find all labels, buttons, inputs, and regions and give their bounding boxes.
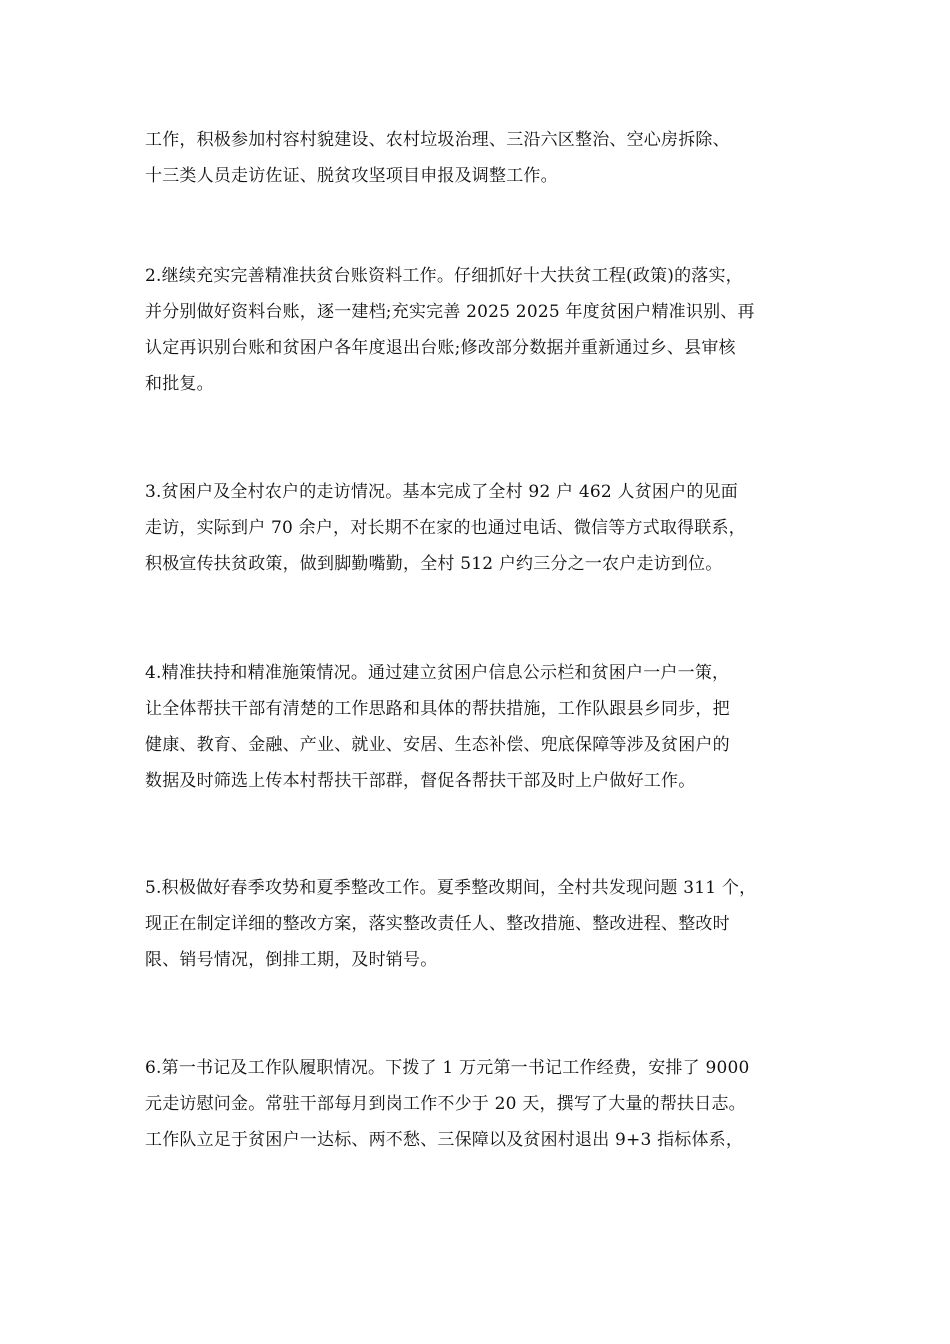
text-line: 6.第一书记及工作队履职情况。下拨了 1 万元第一书记工作经费，安排了 9000 [145, 1058, 750, 1078]
paragraph-item-5 [145, 870, 825, 978]
paragraph-item-2 [145, 258, 825, 402]
text-line: 并分别做好资料台账，逐一建档;充实完善 2025 2025 年度贫困户精准识别、再 [145, 302, 755, 322]
paragraph-work-continuation [145, 122, 825, 194]
paragraph-item-3 [145, 474, 825, 582]
text-line: 走访，实际到户 70 余户，对长期不在家的也通过电话、微信等方式取得联系， [145, 518, 746, 538]
text-line: 和批复。 [145, 374, 214, 394]
text-line: 认定再识别台账和贫困户各年度退出台账;修改部分数据并重新通过乡、县审核 [145, 338, 736, 358]
text-line: 现正在制定详细的整改方案，落实整改责任人、整改措施、整改进程、整改时 [145, 914, 730, 934]
text-line: 2.继续充实完善精准扶贫台账资料工作。仔细抓好十大扶贫工程(政策)的落实， [145, 266, 743, 286]
paragraph-item-6 [145, 1050, 825, 1158]
text-line: 数据及时筛选上传本村帮扶干部群，督促各帮扶干部及时上户做好工作。 [145, 771, 696, 791]
text-line: 元走访慰问金。常驻干部每月到岗工作不少于 20 天，撰写了大量的帮扶日志。 [145, 1094, 746, 1114]
text-line: 5.积极做好春季攻势和夏季整改工作。夏季整改期间，全村共发现问题 311 个， [145, 878, 757, 898]
text-line: 工作队立足于贫困户一达标、两不愁、三保障以及贫困村退出 9+3 指标体系， [145, 1130, 744, 1150]
paragraph-item-4 [145, 655, 825, 799]
text-line: 3.贫困户及全村农户的走访情况。基本完成了全村 92 户 462 人贫困户的见面 [145, 482, 738, 502]
text-line: 健康、教育、金融、产业、就业、安居、生态补偿、兜底保障等涉及贫困户的 [145, 735, 730, 755]
text-line: 4.精准扶持和精准施策情况。通过建立贫困户信息公示栏和贫困户一户一策， [145, 663, 730, 683]
text-line: 让全体帮扶干部有清楚的工作思路和具体的帮扶措施，工作队跟县乡同步，把 [145, 699, 730, 719]
text-line: 限、销号情况，倒排工期，及时销号。 [145, 950, 438, 970]
text-line: 十三类人员走访佐证、脱贫攻坚项目申报及调整工作。 [145, 166, 558, 186]
text-line: 积极宣传扶贫政策，做到脚勤嘴勤，全村 512 户约三分之一农户走访到位。 [145, 554, 723, 574]
text-line: 工作，积极参加村容村貌建设、农村垃圾治理、三沿六区整治、空心房拆除、 [145, 130, 730, 150]
